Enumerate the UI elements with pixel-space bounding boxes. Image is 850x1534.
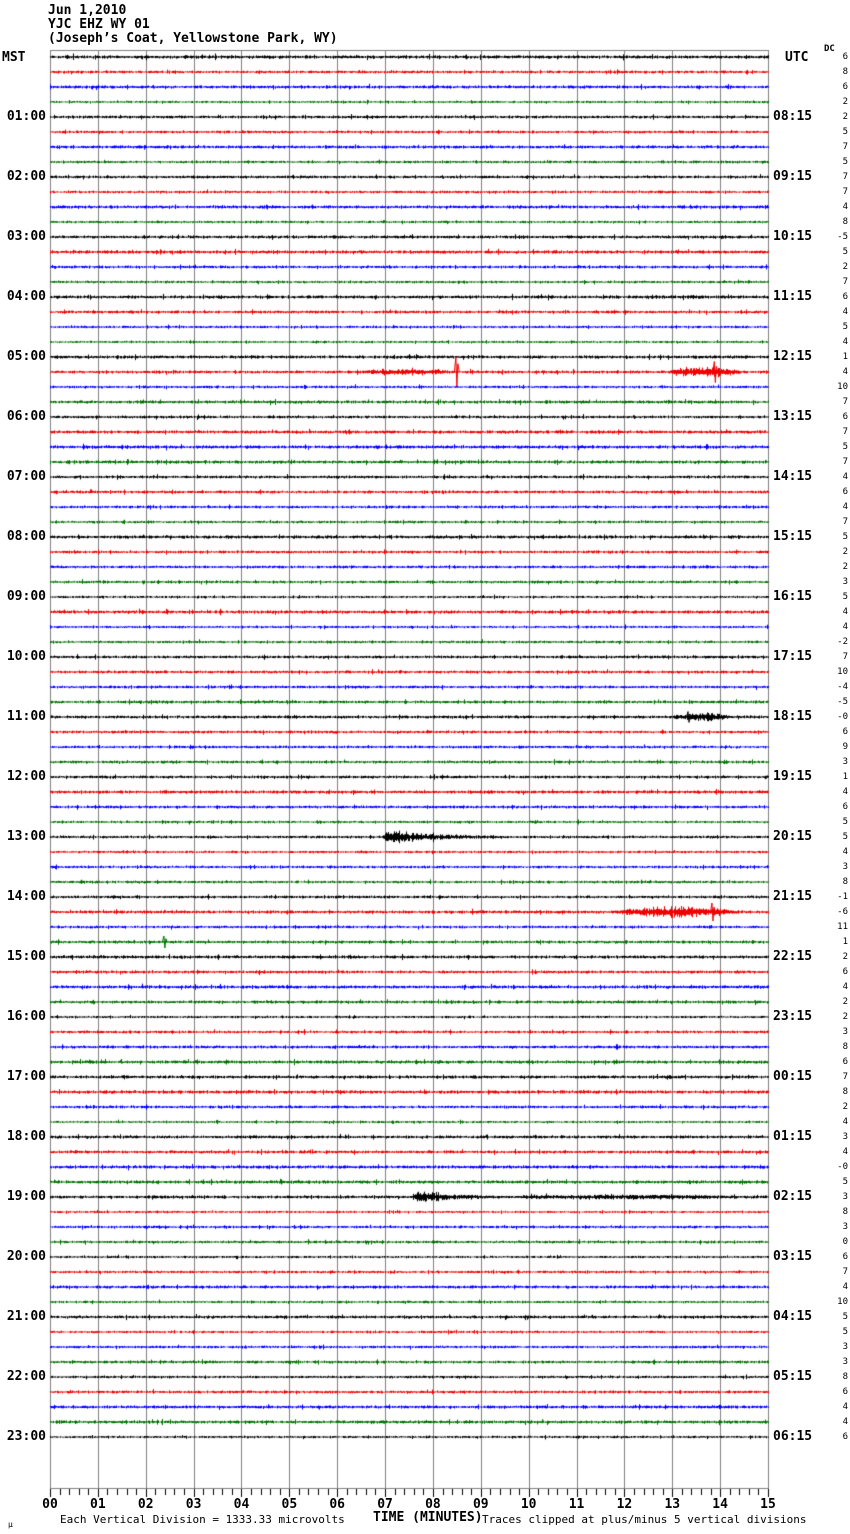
dc-value: 8 bbox=[842, 1087, 848, 1097]
right-time-label: 20:15 bbox=[773, 829, 813, 844]
left-time-label: 15:00 bbox=[6, 949, 46, 964]
x-tick-label: 00 bbox=[42, 1497, 58, 1512]
dc-value: 3 bbox=[842, 862, 848, 872]
dc-value: 2 bbox=[842, 1012, 848, 1022]
dc-value: 8 bbox=[842, 1372, 848, 1382]
dc-value: 11 bbox=[837, 922, 848, 932]
dc-value: 2 bbox=[842, 1102, 848, 1112]
right-time-label: 09:15 bbox=[773, 169, 813, 184]
dc-value: 4 bbox=[842, 307, 848, 317]
dc-value: 1 bbox=[842, 937, 848, 947]
dc-value: -4 bbox=[837, 682, 848, 692]
dc-value: -0 bbox=[837, 712, 848, 722]
left-time-label: 10:00 bbox=[6, 649, 46, 664]
left-time-label: 05:00 bbox=[6, 349, 46, 364]
dc-value: 3 bbox=[842, 757, 848, 767]
dc-value: 5 bbox=[842, 817, 848, 827]
dc-value: 3 bbox=[842, 1027, 848, 1037]
right-time-label: 11:15 bbox=[773, 289, 813, 304]
x-tick-label: 10 bbox=[520, 1497, 537, 1512]
right-axis-header: UTC bbox=[785, 50, 809, 65]
dc-value: 4 bbox=[842, 982, 848, 992]
right-time-label: 21:15 bbox=[773, 889, 813, 904]
left-time-label: 22:00 bbox=[6, 1369, 46, 1384]
left-time-label: 16:00 bbox=[6, 1009, 46, 1024]
dc-value: -5 bbox=[837, 232, 848, 242]
dc-value: 7 bbox=[842, 397, 848, 407]
dc-value: 8 bbox=[842, 217, 848, 227]
right-time-label: 00:15 bbox=[773, 1069, 813, 1084]
x-tick-label: 05 bbox=[281, 1497, 298, 1512]
dc-value: 5 bbox=[842, 442, 848, 452]
dc-value: 4 bbox=[842, 622, 848, 632]
x-tick-label: 15 bbox=[760, 1497, 776, 1512]
dc-value: 5 bbox=[842, 592, 848, 602]
x-tick-label: 07 bbox=[377, 1497, 393, 1512]
dc-value: 5 bbox=[842, 1327, 848, 1337]
clip-note: Traces clipped at plus/minus 5 vertical divisions bbox=[482, 1513, 807, 1526]
dc-value: 6 bbox=[842, 82, 848, 92]
dc-value: 4 bbox=[842, 1117, 848, 1127]
right-time-label: 15:15 bbox=[773, 529, 813, 544]
dc-value: 4 bbox=[842, 847, 848, 857]
dc-value: 6 bbox=[842, 1057, 848, 1067]
x-tick-label: 11 bbox=[568, 1497, 585, 1512]
dc-value: 4 bbox=[842, 502, 848, 512]
x-tick-label: 04 bbox=[233, 1497, 250, 1512]
dc-value: 6 bbox=[842, 292, 848, 302]
right-time-label: 02:15 bbox=[773, 1189, 813, 1204]
x-tick-label: 12 bbox=[616, 1497, 633, 1512]
dc-value: 5 bbox=[842, 157, 848, 167]
x-tick-label: 01 bbox=[90, 1497, 106, 1512]
left-time-label: 23:00 bbox=[6, 1429, 46, 1444]
dc-value: 4 bbox=[842, 1402, 848, 1412]
dc-value: 7 bbox=[842, 277, 848, 287]
dc-value: 4 bbox=[842, 367, 848, 377]
dc-value: 6 bbox=[842, 802, 848, 812]
right-time-label: 19:15 bbox=[773, 769, 813, 784]
dc-value: -1 bbox=[837, 892, 848, 902]
right-time-label: 03:15 bbox=[773, 1249, 813, 1264]
left-time-label: 18:00 bbox=[6, 1129, 46, 1144]
dc-value: 8 bbox=[842, 67, 848, 77]
left-time-label: 06:00 bbox=[6, 409, 46, 424]
x-tick-label: 14 bbox=[712, 1497, 728, 1512]
dc-value: 7 bbox=[842, 1267, 848, 1277]
left-time-label: 19:00 bbox=[6, 1189, 46, 1204]
dc-value: 8 bbox=[842, 1042, 848, 1052]
dc-value: 5 bbox=[842, 832, 848, 842]
right-time-label: 12:15 bbox=[773, 349, 813, 364]
dc-value: 4 bbox=[842, 202, 848, 212]
left-time-label: 13:00 bbox=[6, 829, 46, 844]
right-time-label: 23:15 bbox=[773, 1009, 813, 1024]
right-time-label: 08:15 bbox=[773, 109, 813, 124]
left-axis-header: MST bbox=[2, 50, 26, 65]
dc-value: 3 bbox=[842, 1357, 848, 1367]
left-time-label: 11:00 bbox=[6, 709, 46, 724]
left-time-label: 20:00 bbox=[6, 1249, 46, 1264]
dc-value: 2 bbox=[842, 112, 848, 122]
dc-value: 7 bbox=[842, 517, 848, 527]
division-note: Each Vertical Division = 1333.33 microvolts bbox=[60, 1513, 345, 1526]
dc-value: 10 bbox=[837, 382, 848, 392]
dc-value: 4 bbox=[842, 607, 848, 617]
dc-value: 8 bbox=[842, 877, 848, 887]
left-time-label: 12:00 bbox=[6, 769, 46, 784]
dc-value: 3 bbox=[842, 577, 848, 587]
x-tick-label: 03 bbox=[185, 1497, 202, 1512]
dc-value: 2 bbox=[842, 262, 848, 272]
left-time-label: 01:00 bbox=[6, 109, 46, 124]
right-time-label: 05:15 bbox=[773, 1369, 813, 1384]
right-time-label: 17:15 bbox=[773, 649, 813, 664]
dc-value: 1 bbox=[842, 772, 848, 782]
dc-value: 5 bbox=[842, 1312, 848, 1322]
dc-value: 5 bbox=[842, 532, 848, 542]
dc-column-header: DC bbox=[824, 44, 835, 54]
dc-value: 7 bbox=[842, 427, 848, 437]
right-time-label: 18:15 bbox=[773, 709, 813, 724]
dc-value: 6 bbox=[842, 967, 848, 977]
right-time-label: 13:15 bbox=[773, 409, 813, 424]
dc-value: 7 bbox=[842, 172, 848, 182]
right-time-label: 10:15 bbox=[773, 229, 813, 244]
title-date: Jun 1,2010 bbox=[48, 3, 127, 18]
x-tick-label: 13 bbox=[664, 1497, 681, 1512]
corner-mark: μ bbox=[8, 1520, 13, 1529]
right-time-label: 16:15 bbox=[773, 589, 813, 604]
x-tick-label: 09 bbox=[472, 1497, 489, 1512]
left-time-label: 09:00 bbox=[6, 589, 46, 604]
dc-value: 7 bbox=[842, 187, 848, 197]
x-tick-label: 06 bbox=[329, 1497, 346, 1512]
left-time-label: 17:00 bbox=[6, 1069, 46, 1084]
right-time-label: 06:15 bbox=[773, 1429, 813, 1444]
dc-value: 9 bbox=[842, 742, 848, 752]
dc-value: 3 bbox=[842, 1222, 848, 1232]
dc-value: 2 bbox=[842, 97, 848, 107]
dc-value: 4 bbox=[842, 1147, 848, 1157]
dc-value: 10 bbox=[837, 1297, 848, 1307]
left-time-label: 21:00 bbox=[6, 1309, 46, 1324]
dc-value: 3 bbox=[842, 1192, 848, 1202]
left-time-label: 08:00 bbox=[6, 529, 46, 544]
dc-value: 5 bbox=[842, 127, 848, 137]
dc-value: 3 bbox=[842, 1342, 848, 1352]
dc-value: 6 bbox=[842, 1432, 848, 1442]
dc-value: 6 bbox=[842, 412, 848, 422]
dc-value: 4 bbox=[842, 1417, 848, 1427]
dc-value: 5 bbox=[842, 322, 848, 332]
dc-value: 4 bbox=[842, 472, 848, 482]
dc-value: 6 bbox=[842, 727, 848, 737]
dc-value: 4 bbox=[842, 337, 848, 347]
dc-value: -0 bbox=[837, 1162, 848, 1172]
dc-value: 1 bbox=[842, 352, 848, 362]
dc-value: 7 bbox=[842, 1072, 848, 1082]
dc-value: 5 bbox=[842, 247, 848, 257]
left-time-label: 07:00 bbox=[6, 469, 46, 484]
dc-value: 0 bbox=[842, 1237, 848, 1247]
dc-value: -5 bbox=[837, 697, 848, 707]
dc-value: -2 bbox=[837, 637, 848, 647]
dc-value: 7 bbox=[842, 652, 848, 662]
dc-value: 8 bbox=[842, 1207, 848, 1217]
left-time-label: 14:00 bbox=[6, 889, 46, 904]
dc-value: 6 bbox=[842, 1252, 848, 1262]
left-time-label: 04:00 bbox=[6, 289, 46, 304]
right-time-label: 01:15 bbox=[773, 1129, 813, 1144]
x-tick-label: 08 bbox=[425, 1497, 441, 1512]
dc-value: 2 bbox=[842, 997, 848, 1007]
dc-value: 7 bbox=[842, 142, 848, 152]
dc-value: 6 bbox=[842, 1387, 848, 1397]
title-location: (Joseph’s Coat, Yellowstone Park, WY) bbox=[48, 31, 338, 46]
dc-value: -6 bbox=[837, 907, 848, 917]
dc-value: 6 bbox=[842, 487, 848, 497]
title-station: YJC EHZ WY 01 bbox=[48, 17, 150, 32]
right-time-label: 22:15 bbox=[773, 949, 813, 964]
x-tick-label: 02 bbox=[137, 1497, 154, 1512]
right-time-label: 14:15 bbox=[773, 469, 813, 484]
dc-value: 6 bbox=[842, 52, 848, 62]
dc-value: 4 bbox=[842, 1282, 848, 1292]
left-time-label: 02:00 bbox=[6, 169, 46, 184]
left-time-label: 03:00 bbox=[6, 229, 46, 244]
x-axis-title: TIME (MINUTES) bbox=[373, 1510, 483, 1525]
dc-value: 4 bbox=[842, 787, 848, 797]
dc-value: 2 bbox=[842, 952, 848, 962]
dc-value: 2 bbox=[842, 547, 848, 557]
dc-value: 5 bbox=[842, 1177, 848, 1187]
dc-value: 3 bbox=[842, 1132, 848, 1142]
right-time-label: 04:15 bbox=[773, 1309, 813, 1324]
dc-value: 10 bbox=[837, 667, 848, 677]
dc-value: 2 bbox=[842, 562, 848, 572]
dc-value: 7 bbox=[842, 457, 848, 467]
